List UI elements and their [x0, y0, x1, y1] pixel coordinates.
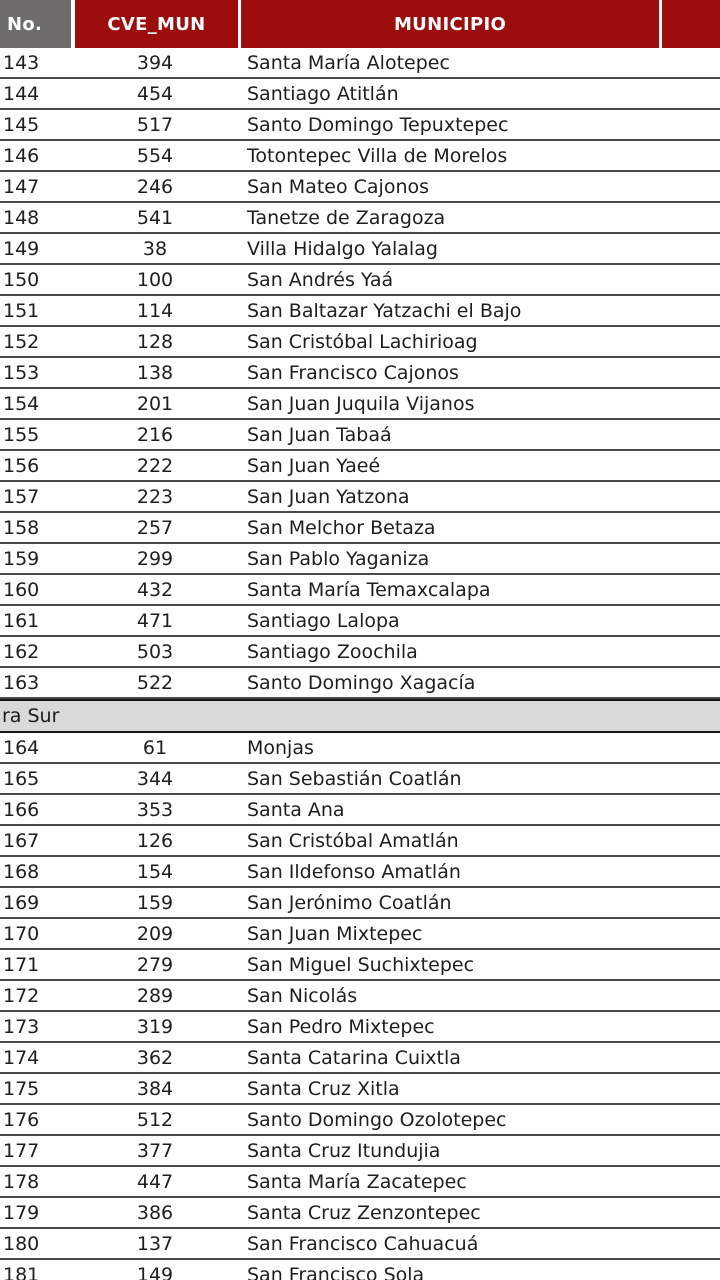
table-row — [0, 1105, 720, 1136]
table-row — [0, 1260, 720, 1280]
cell-no: 154 — [3, 392, 40, 415]
cell-cve-mun: 159 — [136, 891, 174, 914]
cell-no: 172 — [3, 984, 40, 1007]
cell-municipio: Santa María Alotepec — [247, 51, 450, 74]
table-row — [0, 857, 720, 888]
cell-cve-mun: 344 — [136, 767, 174, 790]
cell-no: 179 — [3, 1201, 40, 1224]
table-row — [0, 1043, 720, 1074]
cell-no: 177 — [3, 1139, 40, 1162]
cell-no: 146 — [3, 144, 40, 167]
table-row — [0, 981, 720, 1012]
cell-no: 166 — [3, 798, 40, 821]
table-row — [0, 234, 720, 265]
cell-cve-mun: 222 — [136, 454, 174, 477]
cell-cve-mun: 384 — [136, 1077, 174, 1100]
cell-no: 145 — [3, 113, 40, 136]
cell-no: 157 — [3, 485, 40, 508]
table-row — [0, 296, 720, 327]
cell-cve-mun: 223 — [136, 485, 174, 508]
cell-municipio: Totontepec Villa de Morelos — [247, 144, 508, 167]
cell-municipio: San Cristóbal Amatlán — [247, 829, 459, 852]
cell-municipio: Santa Catarina Cuixtla — [247, 1046, 461, 1069]
cell-cve-mun: 257 — [136, 516, 174, 539]
cell-municipio: San Andrés Yaá — [247, 268, 394, 291]
cell-no: 159 — [3, 547, 40, 570]
cell-municipio: San Juan Juquila Vijanos — [247, 392, 475, 415]
cell-no: 173 — [3, 1015, 40, 1038]
table-row — [0, 919, 720, 950]
cell-municipio: San Cristóbal Lachirioag — [247, 330, 478, 353]
table-row — [0, 48, 720, 79]
cell-cve-mun: 353 — [136, 798, 174, 821]
cell-no: 155 — [3, 423, 40, 446]
cell-cve-mun: 319 — [136, 1015, 174, 1038]
cell-no: 147 — [3, 175, 40, 198]
table-row — [0, 265, 720, 296]
table-row — [0, 764, 720, 795]
cell-municipio: Santa Cruz Xitla — [247, 1077, 400, 1100]
cell-municipio: San Pedro Mixtepec — [247, 1015, 435, 1038]
cell-no: 151 — [3, 299, 40, 322]
cell-no: 169 — [3, 891, 40, 914]
section-divider-row — [0, 699, 720, 733]
cell-cve-mun: 299 — [136, 547, 174, 570]
cell-municipio: San Baltazar Yatzachi el Bajo — [247, 299, 522, 322]
table-row — [0, 1074, 720, 1105]
cell-cve-mun: 386 — [136, 1201, 174, 1224]
cell-municipio: Santo Domingo Xagacía — [247, 671, 476, 694]
cell-cve-mun: 279 — [136, 953, 174, 976]
cell-cve-mun: 149 — [136, 1263, 174, 1280]
cell-no: 152 — [3, 330, 40, 353]
cell-cve-mun: 201 — [136, 392, 174, 415]
table-row — [0, 482, 720, 513]
cell-no: 180 — [3, 1232, 40, 1255]
cell-cve-mun: 61 — [142, 736, 168, 759]
cell-cve-mun: 137 — [136, 1232, 174, 1255]
cell-cve-mun: 432 — [136, 578, 174, 601]
cell-no: 176 — [3, 1108, 40, 1131]
table-row — [0, 389, 720, 420]
cell-municipio: San Francisco Sola — [247, 1263, 425, 1280]
cell-municipio: San Francisco Cahuacuá — [247, 1232, 479, 1255]
cell-cve-mun: 447 — [136, 1170, 174, 1193]
cell-municipio: San Juan Yatzona — [247, 485, 410, 508]
table-row — [0, 575, 720, 606]
cell-no: 158 — [3, 516, 40, 539]
cell-no: 163 — [3, 671, 40, 694]
table-row — [0, 513, 720, 544]
cell-cve-mun: 128 — [136, 330, 174, 353]
cell-municipio: Santiago Atitlán — [247, 82, 399, 105]
cell-no: 162 — [3, 640, 40, 663]
cell-cve-mun: 114 — [136, 299, 174, 322]
cell-cve-mun: 100 — [136, 268, 174, 291]
table-row — [0, 358, 720, 389]
cell-municipio: San Francisco Cajonos — [247, 361, 459, 384]
cell-no: 149 — [3, 237, 40, 260]
cell-no: 150 — [3, 268, 40, 291]
table-row — [0, 1012, 720, 1043]
cell-municipio: San Juan Mixtepec — [247, 922, 423, 945]
cell-cve-mun: 522 — [136, 671, 174, 694]
table-header-row — [0, 0, 720, 48]
cell-no: 178 — [3, 1170, 40, 1193]
cell-no: 143 — [3, 51, 40, 74]
cell-cve-mun: 512 — [136, 1108, 174, 1131]
cell-no: 165 — [3, 767, 40, 790]
table-row — [0, 327, 720, 358]
table-row — [0, 950, 720, 981]
table-row — [0, 1136, 720, 1167]
cell-cve-mun: 517 — [136, 113, 174, 136]
cell-no: 153 — [3, 361, 40, 384]
column-header-no: No. — [0, 0, 71, 48]
cell-no: 164 — [3, 736, 40, 759]
cell-no: 167 — [3, 829, 40, 852]
cell-cve-mun: 126 — [136, 829, 174, 852]
table-row — [0, 888, 720, 919]
table-row — [0, 544, 720, 575]
cell-cve-mun: 138 — [136, 361, 174, 384]
table-row — [0, 733, 720, 764]
cell-no: 148 — [3, 206, 40, 229]
cell-cve-mun: 541 — [136, 206, 174, 229]
cell-no: 168 — [3, 860, 40, 883]
cell-cve-mun: 154 — [136, 860, 174, 883]
table-row — [0, 141, 720, 172]
cell-municipio: San Nicolás — [247, 984, 358, 1007]
cell-municipio: San Miguel Suchixtepec — [247, 953, 475, 976]
cell-cve-mun: 362 — [136, 1046, 174, 1069]
table-row — [0, 1229, 720, 1260]
cell-no: 144 — [3, 82, 40, 105]
cell-municipio: San Juan Yaeé — [247, 454, 381, 477]
cell-cve-mun: 454 — [136, 82, 174, 105]
cell-no: 181 — [3, 1263, 40, 1280]
cell-cve-mun: 38 — [142, 237, 168, 260]
cell-municipio: San Sebastián Coatlán — [247, 767, 462, 790]
cell-no: 174 — [3, 1046, 40, 1069]
table-row — [0, 1167, 720, 1198]
cell-municipio: Santiago Lalopa — [247, 609, 400, 632]
column-header-municipio: MUNICIPIO — [241, 0, 659, 48]
cell-municipio: Tanetze de Zaragoza — [247, 206, 446, 229]
cell-municipio: Santa María Zacatepec — [247, 1170, 467, 1193]
table-row — [0, 172, 720, 203]
cell-cve-mun: 209 — [136, 922, 174, 945]
cell-no: 156 — [3, 454, 40, 477]
column-header-cve-mun: CVE_MUN — [75, 0, 238, 48]
table-row — [0, 110, 720, 141]
cell-municipio: San Mateo Cajonos — [247, 175, 430, 198]
table-row — [0, 79, 720, 110]
cell-municipio: Santiago Zoochila — [247, 640, 418, 663]
cell-municipio: Santa Cruz Itundujia — [247, 1139, 441, 1162]
cell-municipio: Santa Ana — [247, 798, 345, 821]
cell-municipio: Santo Domingo Ozolotepec — [247, 1108, 507, 1131]
table-body — [0, 48, 720, 1280]
cell-cve-mun: 554 — [136, 144, 174, 167]
cell-municipio: Santa María Temaxcalapa — [247, 578, 491, 601]
table-row — [0, 203, 720, 234]
cell-no: 170 — [3, 922, 40, 945]
cell-no: 171 — [3, 953, 40, 976]
cell-municipio: Villa Hidalgo Yalalag — [247, 237, 438, 260]
cell-no: 175 — [3, 1077, 40, 1100]
cell-municipio: Monjas — [247, 736, 314, 759]
cell-municipio: San Juan Tabaá — [247, 423, 392, 446]
table-row — [0, 795, 720, 826]
cell-cve-mun: 394 — [136, 51, 174, 74]
cell-municipio: Santo Domingo Tepuxtepec — [247, 113, 509, 136]
cell-cve-mun: 471 — [136, 609, 174, 632]
cell-cve-mun: 289 — [136, 984, 174, 1007]
cell-municipio: San Jerónimo Coatlán — [247, 891, 452, 914]
table-row — [0, 420, 720, 451]
table-row — [0, 668, 720, 699]
table-row — [0, 1198, 720, 1229]
section-label: ra Sur — [2, 705, 60, 727]
table-row — [0, 637, 720, 668]
cell-no: 160 — [3, 578, 40, 601]
column-header-extra-clipped — [662, 0, 720, 48]
cell-municipio: San Melchor Betaza — [247, 516, 436, 539]
cell-cve-mun: 377 — [136, 1139, 174, 1162]
cell-cve-mun: 216 — [136, 423, 174, 446]
table-row — [0, 606, 720, 637]
cell-municipio: Santa Cruz Zenzontepec — [247, 1201, 481, 1224]
cell-cve-mun: 246 — [136, 175, 174, 198]
table-row — [0, 451, 720, 482]
cell-municipio: San Ildefonso Amatlán — [247, 860, 461, 883]
cell-municipio: San Pablo Yaganiza — [247, 547, 430, 570]
cell-no: 161 — [3, 609, 40, 632]
cell-cve-mun: 503 — [136, 640, 174, 663]
table-row — [0, 826, 720, 857]
